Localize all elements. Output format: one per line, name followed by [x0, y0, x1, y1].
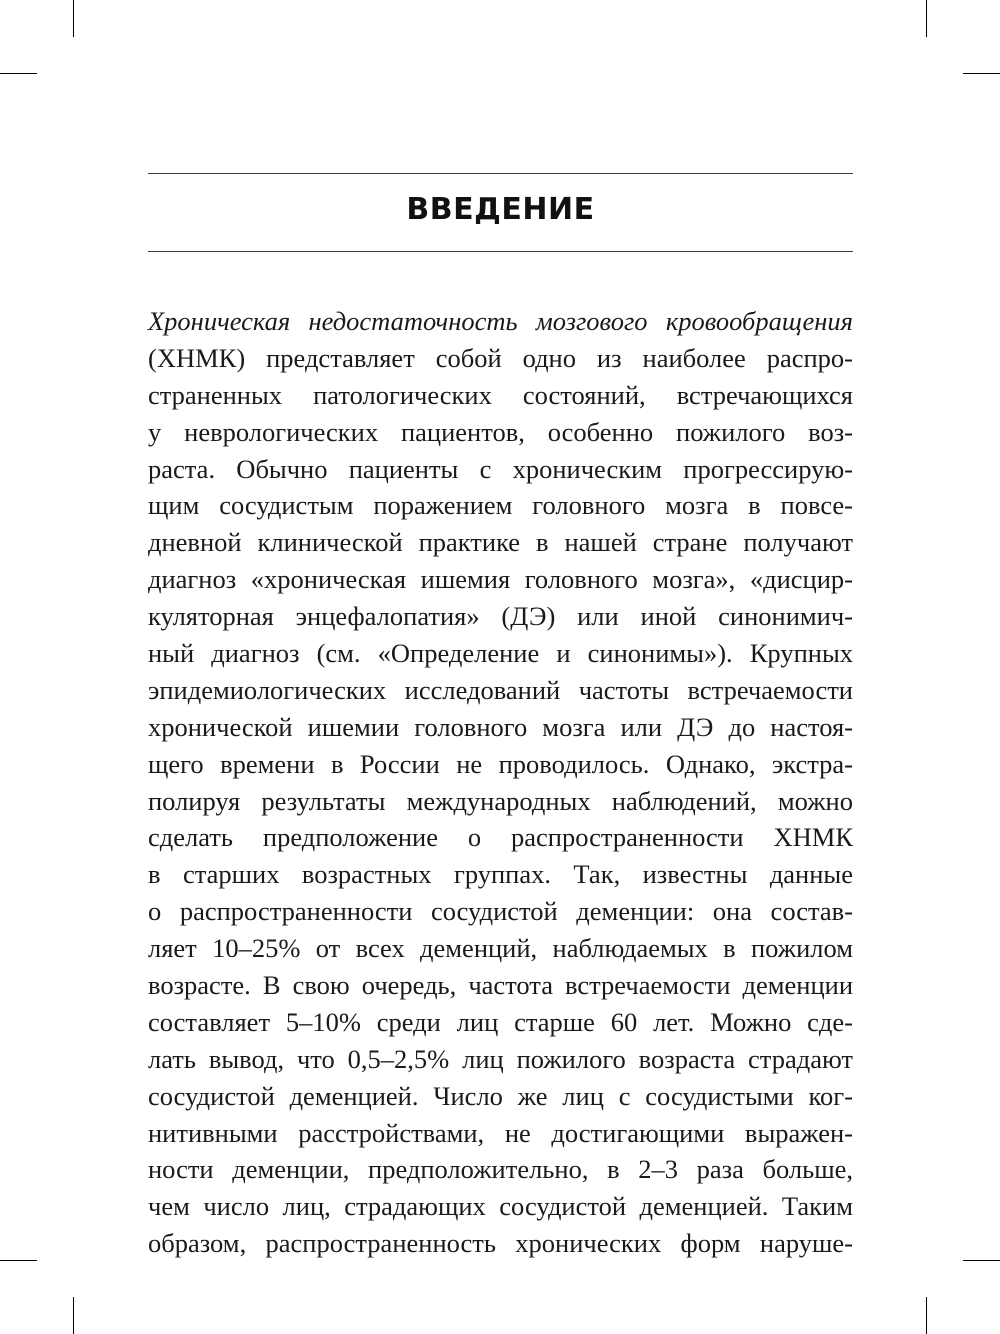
- text-line: составляет 5–10% среди лиц старше 60 лет. Можно сде-: [148, 1006, 853, 1037]
- text-line: ности деменции, предположительно, в 2–3 раза больше,: [148, 1154, 853, 1185]
- text-line: чем число лиц, страдающих сосудистой деменцией. Таким: [148, 1191, 853, 1222]
- crop-mark-bottom-left: [73, 1297, 74, 1334]
- body-paragraph: [148, 303, 853, 1262]
- text-line: лать вывод, что 0,5–2,5% лиц пожилого возраста страдают: [148, 1043, 853, 1074]
- text-line: щего времени в России не проводилось. Однако, экстра-: [148, 748, 853, 779]
- title-rule-bottom: [148, 251, 853, 252]
- text-line: возрасте. В свою очередь, частота встречаемости деменции: [148, 970, 853, 1001]
- text-line: раста. Обычно пациенты с хроническим прогрессирую-: [148, 453, 853, 484]
- text-line: в старших возрастных группах. Так, известны данные: [148, 859, 853, 890]
- text-line: щим сосудистым поражением головного мозга в повсе-: [148, 490, 853, 521]
- text-line: Хроническая недостаточность мозгового кровообращения: [148, 306, 853, 336]
- crop-mark-right-top: [963, 73, 1000, 74]
- crop-mark-right-bottom: [963, 1260, 1000, 1261]
- crop-mark-top-left: [73, 0, 74, 37]
- text-line: куляторная энцефалопатия» (ДЭ) или иной синонимич-: [148, 601, 853, 632]
- text-line: о распространенности сосудистой деменции: она состав-: [148, 896, 853, 927]
- text-line: страненных патологических состояний, встречающихся: [148, 379, 853, 410]
- text-line: хронической ишемии головного мозга или ДЭ до настоя-: [148, 711, 853, 742]
- title-rule-top: [148, 173, 853, 174]
- text-line: сделать предположение о распространенности ХНМК: [148, 822, 853, 853]
- text-line: полируя результаты международных наблюдений, можно: [148, 785, 853, 816]
- crop-mark-left-top: [0, 73, 37, 74]
- crop-mark-left-bottom: [0, 1260, 37, 1261]
- text-line: эпидемиологических исследований частоты встречаемости: [148, 674, 853, 705]
- text-line: дневной клинической практике в нашей стране получают: [148, 527, 853, 558]
- text-line: нитивными расстройствами, не достигающими выражен-: [148, 1117, 853, 1148]
- text-line: (ХНМК) представляет собой одно из наиболее распро-: [148, 342, 853, 373]
- crop-mark-bottom-right: [926, 1297, 927, 1334]
- crop-mark-top-right: [926, 0, 927, 37]
- text-line: диагноз «хроническая ишемия головного мозга», «дисцир-: [148, 564, 853, 595]
- text-line: ляет 10–25% от всех деменций, наблюдаемых в пожилом: [148, 933, 853, 964]
- text-line: сосудистой деменцией. Число же лиц с сосудистыми ког-: [148, 1080, 853, 1111]
- chapter-title: ВВЕДЕНИЕ: [406, 192, 595, 227]
- text-line: образом, распространенность хронических форм наруше-: [148, 1228, 853, 1259]
- text-line: у неврологических пациентов, особенно пожилого воз-: [148, 416, 853, 447]
- text-line: ный диагноз (см. «Определение и синонимы»). Крупных: [148, 638, 853, 669]
